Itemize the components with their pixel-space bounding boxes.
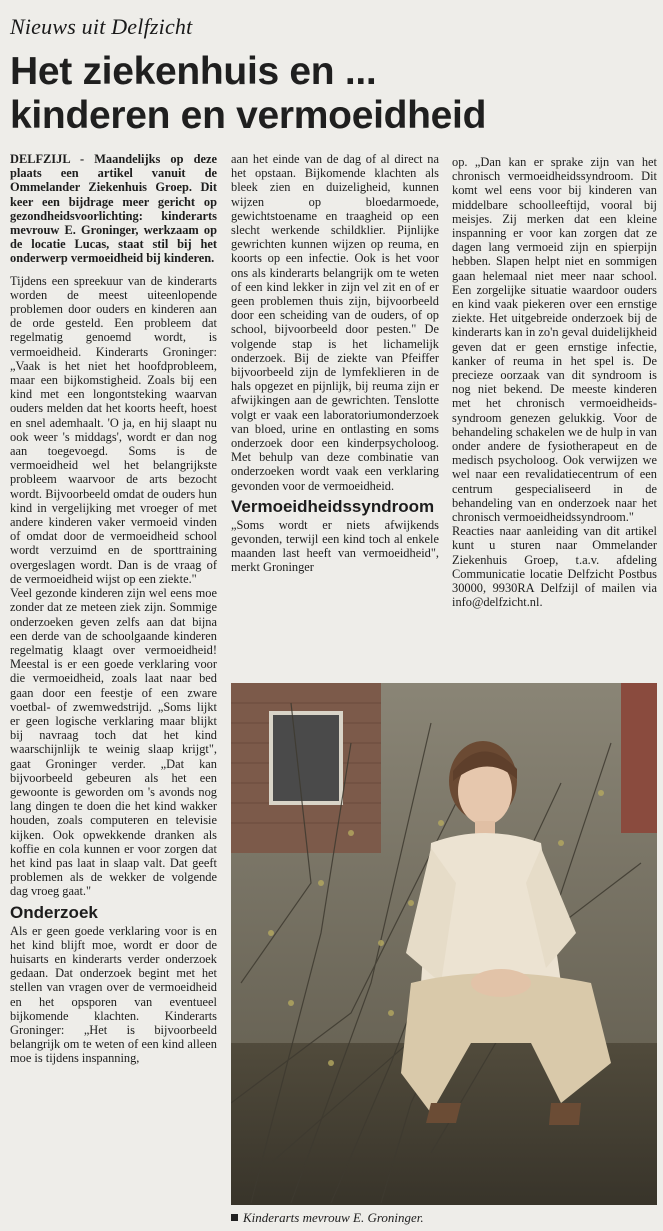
article-column-1 [10, 152, 217, 1066]
reader-response-note: Reacties naar aanleiding van dit artikel kunt u sturen naar Ommelander Ziekenhuis Groep, t.a.v. afdeling Communicatie locatie Delfzicht Postbus 30000, 9930RA Delfzijl of mailen via info@delfzicht.nl. [452, 524, 657, 610]
headline-line-2: kinderen en vermoeidheid [10, 94, 487, 137]
caption-bullet-icon [231, 1214, 238, 1221]
photo-caption [231, 1210, 657, 1226]
caption-text: Kinderarts mevrouw E. Groninger. [243, 1210, 424, 1225]
section-kicker: Nieuws uit Delfzicht [10, 14, 193, 39]
portrait-photo [231, 683, 657, 1205]
article-paragraph: op. „Dan kan er sprake zijn van het chronisch vermoeidheidssyndroom. Dit komt wel eens voor bij kinderen van middelbare schoolleeftijd, vooral bij meisjes. Zij merken dat een kleine inspanning er voor kan zorgen dat ze dagen lang vermoeid zijn en spierpijn hebben. Slapen helpt niet en sommigen gaan helemaal niet meer naar school. Een zorgelijke situatie waardoor ouders en kind vaak piekeren over een ernstige ziekte. Het uitgebreide onderzoek bij de kinderarts kan in zo'n geval duidelijkheid geven dat er geen ernstige infectie, kanker of reuma in het spel is. De precieze oorzaak van dit syndroom is nog niet bekend. De meeste kinderen met het chronisch vermoeidheids-syndroom genezen gelukkig. Voor de behandeling schakelen we de hulp in van onder andere de fysiotherapeut en de medisch psycholoog. Ook verwijzen we wel naar een revalidatiecentrum of een centrum gespecialiseerd in de behandeling van en onderzoek naar het chronisch vermoeidheidssyndroom." [452, 155, 657, 525]
photo-illustration [231, 683, 657, 1205]
article-paragraph: „Soms wordt er niets afwijkends gevonden, terwijl een kind toch al enkele maanden last heeft van vermoeidheid", merkt Groninger [231, 517, 439, 575]
article-paragraph: Tijdens een spreekuur van de kinderarts worden de meest uiteenlopende problemen door ouders en kinderen aan de orde gesteld. Een probleem dat regelmatig genoemd wordt, is vermoeidheid. Kinderarts Groninger: „Vaak is het niet het hoofdprobleem, maar een bijkomstigheid. Zoals bij een kind met een longontsteking waarvan ouders melden dat het koorts heeft, hoest en snel ademhaalt. 'O ja, en hij slaapt nu ook weer 's middags', wordt er dan nog aan toegevoegd. Soms is de vermoeidheid wel het belangrijkste probleem waarvoor de arts bezocht wordt. Bijvoorbeeld omdat de ouders hun kind in vergelijking met vroeger of met andere kinderen vaker vermoeid vinden of omdat door de vermoeidheid school wordt verzuimd en de sporttraining overgeslagen wordt. Dan is de vraag of de vermoeidheid wijst op een ziekte." [10, 273, 217, 586]
article-paragraph: aan het einde van de dag of al direct na het opstaan. Bijkomende klachten als bleek zien en duizeligheid, kunnen wijzen op bloedarmoede, gewichtstoename en traagheid op een slecht werkende schildklier. Pijnlijke gewrichten kunnen wijzen op reuma, en koorts op een infectie. Ook is het voor ons als kinderarts belangrijk om te weten of een kind lekker in zijn vel zit en of er geen problemen thuis zijn, bijvoorbeeld door een scheiding van de ouders, of op school, bijvoorbeeld door pesten." De volgende stap is het lichamelijk onderzoek. Bij de ziekte van Pfeiffer bijvoorbeeld zijn de lymfeklieren in de hals opgezet en pijnlijk, bij reuma zijn er afwijkingen aan de gewrichten. Tenslotte volgt er vaak een laboratoriumonderzoek van bloed, urine en ontlasting en soms onderzoek door een kinderpsycholoog. Met behulp van deze combinatie van onderzoeken wordt vaak een verklaring gevonden voor de vermoeidheid. [231, 152, 439, 493]
subheading-onderzoek: Onderzoek [10, 902, 98, 922]
article-paragraph: Als er geen goede verklaring voor is en het kind blijft moe, wordt er door de huisarts en kinderarts verder onderzoek gedaan. Dat onderzoek begint met het stellen van vragen over de vermoeidheid en het opsporen van eventueel bijkomende klachten. Kinderarts Groninger: „Het is bijvoorbeeld belangrijk om te weten of een kind alleen moe is tijdens inspanning, [10, 923, 217, 1066]
article-intro: DELFZIJL - Maandelijks op deze plaats een artikel vanuit de Ommelander Ziekenhuis Groep. Dit keer een bijdrage meer gericht op gezondheidsvoorlichting: kinderarts mevrouw E. Groninger, werkzaam op de locatie Lucas, staat stil bij het onderwerp vermoeidheid bij kinderen. [10, 152, 217, 266]
article-headline [10, 50, 660, 138]
article-paragraph: Veel gezonde kinderen zijn wel eens moe zonder dat ze meteen ziek zijn. Sommige onderzoeken geven zelfs aan dat bijna een derde van de schoolgaande kinderen regelmatig klaagt over vermoeidheid! Meestal is er een goede verklaring voor die vermoeidheid, zoals laat naar bed gaan door een feestje of een zware voetbal- of zwemwedstrijd. „Soms lijkt er geen logische verklaring maar blijkt bij navraag toch dat het kind waarschijnlijk te weinig slaap krijgt", gaat Groninger verder. „Dat kan bijvoorbeeld gebeuren als het een gewoonte is geworden om 's avonds nog lang dingen te doen die het kind wakker houden, zoals computeren en televisie kijken. Ook opwekkende dranken als koffie en cola kunnen er voor zorgen dat het kind pas laat in slaap valt. Dat geeft problemen als de wekker de volgende dag vroeg gaat." [10, 586, 217, 899]
headline-line-1: Het ziekenhuis en ... [10, 50, 377, 93]
article-column-2 [231, 152, 439, 575]
article-column-3 [452, 155, 657, 610]
subheading-vermoeidheidssyndroom: Vermoeidheidssyndroom [231, 496, 435, 516]
